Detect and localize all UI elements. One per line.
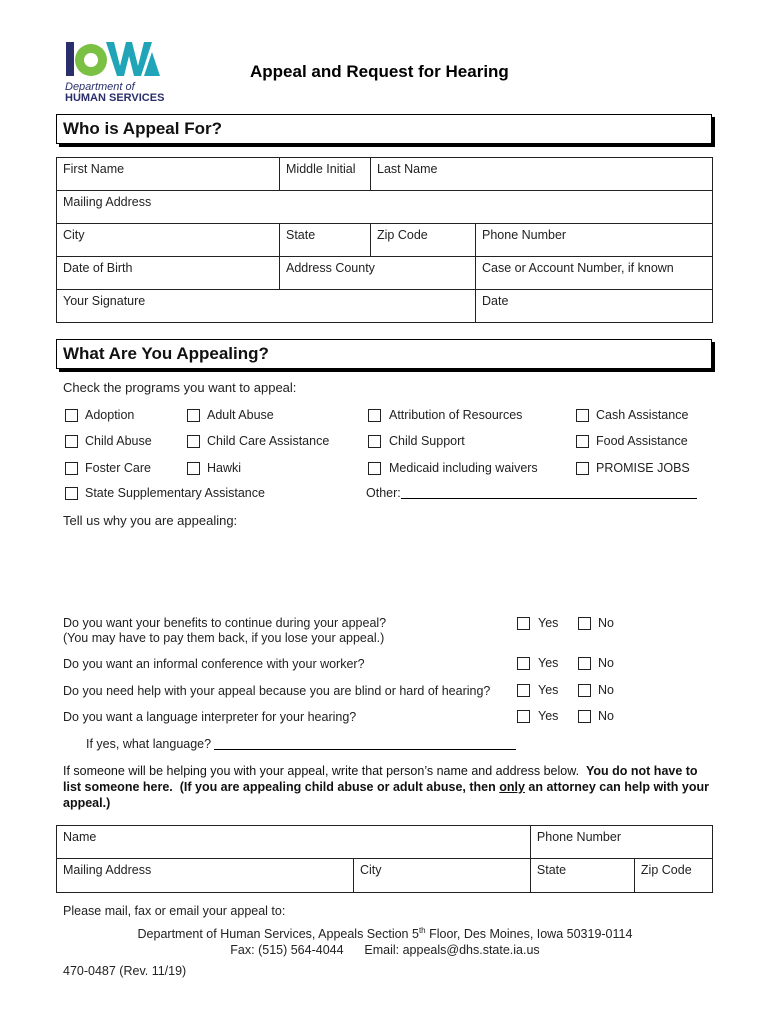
date-field[interactable]: Date [476,290,713,323]
food-assistance-checkbox[interactable] [576,435,589,448]
yes-label: Yes [538,656,559,670]
cash-assistance-label: Cash Assistance [596,408,689,422]
food-assistance-label: Food Assistance [596,434,688,448]
section-title: What Are You Appealing? [63,344,269,363]
section-header-what [56,339,712,369]
fax-number: Fax: (515) 564-4044 [230,943,344,957]
first-name-field[interactable]: First Name [57,158,280,191]
case-number-field[interactable]: Case or Account Number, if known [476,257,713,290]
interpreter-yes-checkbox[interactable] [517,710,530,723]
attribution-of-resources-label: Attribution of Resources [389,408,523,422]
child-support-checkbox[interactable] [368,435,381,448]
helper-phone-field[interactable]: Phone Number [530,826,712,859]
child-abuse-label: Child Abuse [85,434,152,448]
mailing-address-field[interactable]: Mailing Address [57,191,713,224]
blind-no-checkbox[interactable] [578,684,591,697]
conference-no-checkbox[interactable] [578,657,591,670]
helper-info-table [56,825,713,893]
helper-city-field[interactable]: City [354,859,531,893]
mail-prompt: Please mail, fax or email your appeal to: [63,904,286,918]
language-label: If yes, what language? [86,737,212,751]
helper-state-zip-field[interactable] [530,859,712,893]
question-benefits-note: (You may have to pay them back, if you lose your appeal.) [63,631,385,645]
signature-field[interactable]: Your Signature [57,290,476,323]
programs-prompt: Check the programs you want to appeal: [63,380,297,395]
medicaid-label: Medicaid including waivers [389,461,538,475]
no-label: No [598,616,614,630]
state-field[interactable]: State [280,224,371,257]
helper-mailing-address-field[interactable]: Mailing Address [57,859,354,893]
adult-abuse-checkbox[interactable] [187,409,200,422]
question-interpreter: Do you want a language interpreter for your hearing? [63,710,357,724]
page-title: Appeal and Request for Hearing [250,62,509,81]
question-conference: Do you want an informal conference with your worker? [63,657,365,671]
promise-jobs-checkbox[interactable] [576,462,589,475]
helper-state-field[interactable]: State [531,859,635,892]
helper-instructions: If someone will be helping you with your appeal, write that person’s name and address below. You do not have to list someone here. (If you are appealing child abuse or adult abuse, then only an attorney can help with your appeal.) [63,764,710,810]
interpreter-no-checkbox[interactable] [578,710,591,723]
yes-label: Yes [538,709,559,723]
no-label: No [598,683,614,697]
date-of-birth-field[interactable]: Date of Birth [57,257,280,290]
hawki-checkbox[interactable] [187,462,200,475]
no-label: No [598,709,614,723]
language-input-line[interactable] [214,749,516,750]
benefits-no-checkbox[interactable] [578,617,591,630]
address-county-field[interactable]: Address County [280,257,476,290]
adoption-checkbox[interactable] [65,409,78,422]
middle-initial-field[interactable]: Middle Initial [280,158,371,191]
foster-care-label: Foster Care [85,461,151,475]
phone-number-field[interactable]: Phone Number [476,224,713,257]
why-appealing-area[interactable] [63,532,708,610]
section-header-who [56,114,712,144]
other-input-line[interactable] [401,498,697,499]
benefits-yes-checkbox[interactable] [517,617,530,630]
city-field[interactable]: City [57,224,280,257]
adoption-label: Adoption [85,408,135,422]
state-supplementary-checkbox[interactable] [65,487,78,500]
child-care-assistance-label: Child Care Assistance [207,434,330,448]
yes-label: Yes [538,683,559,697]
blind-yes-checkbox[interactable] [517,684,530,697]
contact-line [0,943,770,957]
section-title: Who is Appeal For? [63,119,222,138]
attribution-of-resources-checkbox[interactable] [368,409,381,422]
email-address: Email: appeals@dhs.state.ia.us [364,943,540,957]
form-number: 470-0487 (Rev. 11/19) [63,964,187,978]
mailing-address: Department of Human Services, Appeals Section 5th Floor, Des Moines, Iowa 50319-0114 [137,926,633,942]
yes-label: Yes [538,616,559,630]
other-label: Other: [366,486,401,500]
conference-yes-checkbox[interactable] [517,657,530,670]
why-appealing-label: Tell us why you are appealing: [63,513,238,528]
child-abuse-checkbox[interactable] [65,435,78,448]
child-support-label: Child Support [389,434,465,448]
question-benefits: Do you want your benefits to continue during your appeal? [63,616,387,630]
adult-abuse-label: Adult Abuse [207,408,274,422]
helper-zip-field[interactable]: Zip Code [640,863,692,877]
zip-code-field[interactable]: Zip Code [371,224,476,257]
department-logo-text: Department of HUMAN SERVICES [65,81,165,104]
helper-name-field[interactable]: Name [57,826,531,859]
cash-assistance-checkbox[interactable] [576,409,589,422]
no-label: No [598,656,614,670]
question-blind-hearing: Do you need help with your appeal because you are blind or hard of hearing? [63,684,491,698]
applicant-info-table [56,157,713,323]
last-name-field[interactable]: Last Name [371,158,713,191]
medicaid-checkbox[interactable] [368,462,381,475]
child-care-assistance-checkbox[interactable] [187,435,200,448]
promise-jobs-label: PROMISE JOBS [596,461,690,475]
foster-care-checkbox[interactable] [65,462,78,475]
state-supplementary-label: State Supplementary Assistance [85,486,265,500]
hawki-label: Hawki [207,461,242,475]
